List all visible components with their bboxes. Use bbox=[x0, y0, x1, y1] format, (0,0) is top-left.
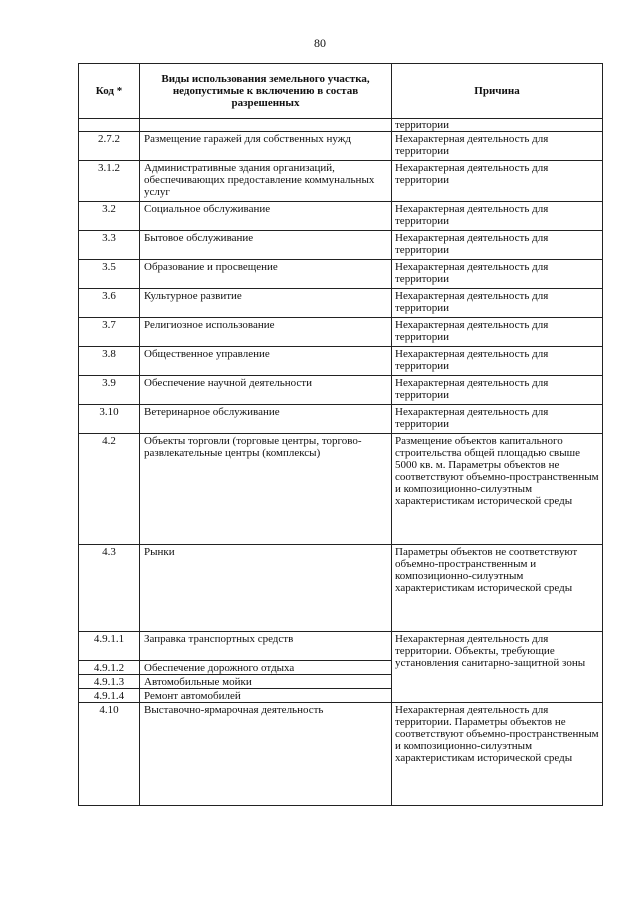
use-cell: Административные здания организаций, обеспечивающих предоставление коммунальных услуг bbox=[140, 161, 392, 202]
restricted-uses-table bbox=[78, 63, 603, 806]
use-cell bbox=[140, 119, 392, 132]
reason-cell: Нехарактерная деятельность для территории bbox=[392, 161, 603, 202]
reason-cell: Нехарактерная деятельность для территории bbox=[392, 132, 603, 161]
table-row-continuation bbox=[79, 119, 603, 132]
code-cell bbox=[79, 119, 140, 132]
reason-cell: Нехарактерная деятельность для территории bbox=[392, 260, 603, 289]
reason-cell: территории bbox=[392, 119, 603, 132]
table-row bbox=[79, 632, 603, 661]
table-row bbox=[79, 545, 603, 632]
use-cell: Ремонт автомобилей bbox=[140, 689, 392, 703]
use-cell: Заправка транспортных средств bbox=[140, 632, 392, 661]
use-cell: Религиозное использование bbox=[140, 318, 392, 347]
use-cell: Размещение гаражей для собственных нужд bbox=[140, 132, 392, 161]
header-reason: Причина bbox=[392, 64, 603, 119]
use-cell: Образование и просвещение bbox=[140, 260, 392, 289]
code-cell: 4.2 bbox=[79, 434, 140, 545]
code-cell: 4.10 bbox=[79, 703, 140, 806]
code-cell: 3.7 bbox=[79, 318, 140, 347]
use-cell: Общественное управление bbox=[140, 347, 392, 376]
table-row bbox=[79, 434, 603, 545]
table-header-row bbox=[79, 64, 603, 119]
code-cell: 4.9.1.4 bbox=[79, 689, 140, 703]
reason-cell: Нехарактерная деятельность для территории. Параметры объектов не соответствуют объемно-пространственным и композиционно-силуэтным характеристикам исторической среды bbox=[392, 703, 603, 806]
table-row bbox=[79, 289, 603, 318]
use-cell: Обеспечение дорожного отдыха bbox=[140, 661, 392, 675]
code-cell: 3.8 bbox=[79, 347, 140, 376]
table-row bbox=[79, 347, 603, 376]
reason-cell: Нехарактерная деятельность для территории bbox=[392, 231, 603, 260]
code-cell: 3.2 bbox=[79, 202, 140, 231]
code-cell: 4.3 bbox=[79, 545, 140, 632]
code-cell: 3.9 bbox=[79, 376, 140, 405]
table-row bbox=[79, 231, 603, 260]
use-cell: Обеспечение научной деятельности bbox=[140, 376, 392, 405]
use-cell: Рынки bbox=[140, 545, 392, 632]
table-row bbox=[79, 405, 603, 434]
code-cell: 3.10 bbox=[79, 405, 140, 434]
reason-cell-merged: Нехарактерная деятельность для территории. Объекты, требующие установления санитарно-защитной зоны bbox=[392, 632, 603, 703]
reason-cell: Параметры объектов не соответствуют объемно-пространственным и композиционно-силуэтным характеристикам исторической среды bbox=[392, 545, 603, 632]
reason-cell: Размещение объектов капитального строительства общей площадью свыше 5000 кв. м. Параметры объектов не соответствуют объемно-пространственным и композиционно-силуэтным характеристикам исторической среды bbox=[392, 434, 603, 545]
reason-cell: Нехарактерная деятельность для территории bbox=[392, 347, 603, 376]
use-cell: Автомобильные мойки bbox=[140, 675, 392, 689]
code-cell: 4.9.1.1 bbox=[79, 632, 140, 661]
code-cell: 3.3 bbox=[79, 231, 140, 260]
header-code: Код * bbox=[79, 64, 140, 119]
code-cell: 4.9.1.3 bbox=[79, 675, 140, 689]
code-cell: 3.6 bbox=[79, 289, 140, 318]
use-cell: Ветеринарное обслуживание bbox=[140, 405, 392, 434]
table-row bbox=[79, 202, 603, 231]
table-row bbox=[79, 260, 603, 289]
reason-cell: Нехарактерная деятельность для территории bbox=[392, 405, 603, 434]
use-cell: Бытовое обслуживание bbox=[140, 231, 392, 260]
reason-cell: Нехарактерная деятельность для территории bbox=[392, 318, 603, 347]
table-row bbox=[79, 161, 603, 202]
reason-cell: Нехарактерная деятельность для территории bbox=[392, 202, 603, 231]
header-use: Виды использования земельного участка, недопустимые к включению в состав разрешенных bbox=[140, 64, 392, 119]
table-row bbox=[79, 703, 603, 806]
table-row bbox=[79, 132, 603, 161]
code-cell: 3.1.2 bbox=[79, 161, 140, 202]
page-number: 80 bbox=[314, 36, 326, 50]
use-cell: Выставочно-ярмарочная деятельность bbox=[140, 703, 392, 806]
use-cell: Объекты торговли (торговые центры, торгово-развлекательные центры (комплексы) bbox=[140, 434, 392, 545]
use-cell: Культурное развитие bbox=[140, 289, 392, 318]
code-cell: 4.9.1.2 bbox=[79, 661, 140, 675]
code-cell: 3.5 bbox=[79, 260, 140, 289]
code-cell: 2.7.2 bbox=[79, 132, 140, 161]
use-cell: Социальное обслуживание bbox=[140, 202, 392, 231]
table-row bbox=[79, 376, 603, 405]
reason-cell: Нехарактерная деятельность для территории bbox=[392, 289, 603, 318]
reason-cell: Нехарактерная деятельность для территории bbox=[392, 376, 603, 405]
table-row bbox=[79, 318, 603, 347]
